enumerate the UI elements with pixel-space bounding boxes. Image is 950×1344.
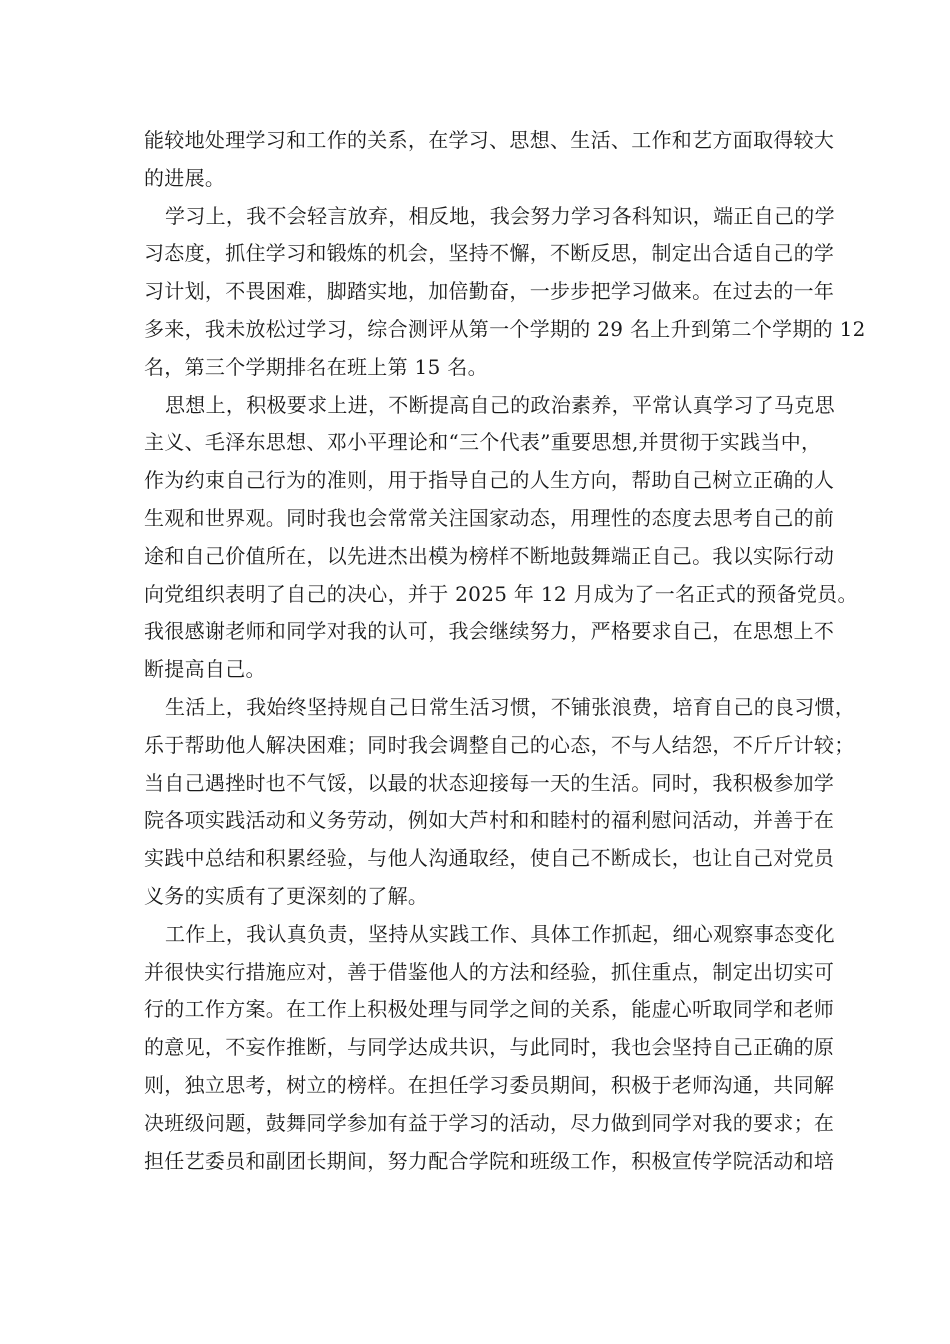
text-line: 当自己遇挫时也不气馁，以最的状态迎接每一天的生活。同时，我积极参加学 bbox=[144, 770, 835, 795]
document-body bbox=[144, 122, 866, 1180]
text-line: 名，第三个学期排名在班上第 15 名。 bbox=[144, 354, 488, 379]
text-line: 学习上，我不会轻言放弃，相反地，我会努力学习各科知识，端正自己的学 bbox=[165, 203, 835, 228]
text-line: 担任艺委员和副团长期间，努力配合学院和班级工作，积极宣传学院活动和培 bbox=[144, 1148, 835, 1173]
text-line: 义务的实质有了更深刻的了解。 bbox=[144, 883, 429, 908]
text-line: 多来，我未放松过学习，综合测评从第一个学期的 29 名上升到第二个学期的 12 bbox=[144, 316, 866, 341]
text-line: 作为约束自己行为的准则，用于指导自己的人生方向，帮助自己树立正确的人 bbox=[144, 468, 835, 493]
text-line: 我很感谢老师和同学对我的认可，我会继续努力，严格要求自己，在思想上不 bbox=[144, 619, 835, 644]
text-line: 习计划，不畏困难，脚踏实地，加倍勤奋，一步步把学习做来。在过去的一年 bbox=[144, 279, 835, 304]
text-line: 生观和世界观。同时我也会常常关注国家动态，用理性的态度去思考自己的前 bbox=[144, 505, 835, 530]
text-line: 决班级问题，鼓舞同学参加有益于学习的活动，尽力做到同学对我的要求；在 bbox=[144, 1110, 835, 1135]
text-line: 工作上，我认真负责，坚持从实践工作、具体工作抓起，细心观察事态变化 bbox=[165, 921, 835, 946]
text-line: 的意见，不妄作推断，与同学达成共识，与此同时，我也会坚持自己正确的原 bbox=[144, 1035, 835, 1060]
text-line: 的进展。 bbox=[144, 165, 226, 190]
text-line: 断提高自己。 bbox=[144, 657, 266, 682]
text-line: 行的工作方案。在工作上积极处理与同学之间的关系，能虚心听取同学和老师 bbox=[144, 997, 835, 1022]
text-line: 思想上，积极要求上进，不断提高自己的政治素养，平常认真学习了马克思 bbox=[165, 392, 835, 417]
text-line: 并很快实行措施应对，善于借鉴他人的方法和经验，抓住重点，制定出切实可 bbox=[144, 959, 835, 984]
text-line: 主义、毛泽东思想、邓小平理论和“三个代表”重要思想,并贯彻于实践当中， bbox=[144, 430, 822, 455]
text-line: 生活上，我始终坚持规自己日常生活习惯，不铺张浪费，培育自己的良习惯， bbox=[165, 694, 856, 719]
text-line: 实践中总结和积累经验，与他人沟通取经，使自己不断成长，也让自己对党员 bbox=[144, 846, 835, 871]
text-line: 院各项实践活动和义务劳动，例如大芦村和和睦村的福利慰问活动，并善于在 bbox=[144, 808, 835, 833]
text-line: 习态度，抓住学习和锻炼的机会，坚持不懈，不断反思，制定出合适自己的学 bbox=[144, 241, 835, 266]
text-line: 则，独立思考，树立的榜样。在担任学习委员期间，积极于老师沟通，共同解 bbox=[144, 1072, 835, 1097]
text-line: 能较地处理学习和工作的关系，在学习、思想、生活、工作和艺方面取得较大 bbox=[144, 128, 835, 152]
text-line: 向党组织表明了自己的决心，并于 2025 年 12 月成为了一名正式的预备党员。 bbox=[144, 581, 858, 606]
text-line: 乐于帮助他人解决困难；同时我会调整自己的心态，不与人结怨，不斤斤计较； bbox=[144, 732, 855, 757]
text-line: 途和自己价值所在，以先进杰出模为榜样不断地鼓舞端正自己。我以实际行动 bbox=[144, 543, 835, 568]
